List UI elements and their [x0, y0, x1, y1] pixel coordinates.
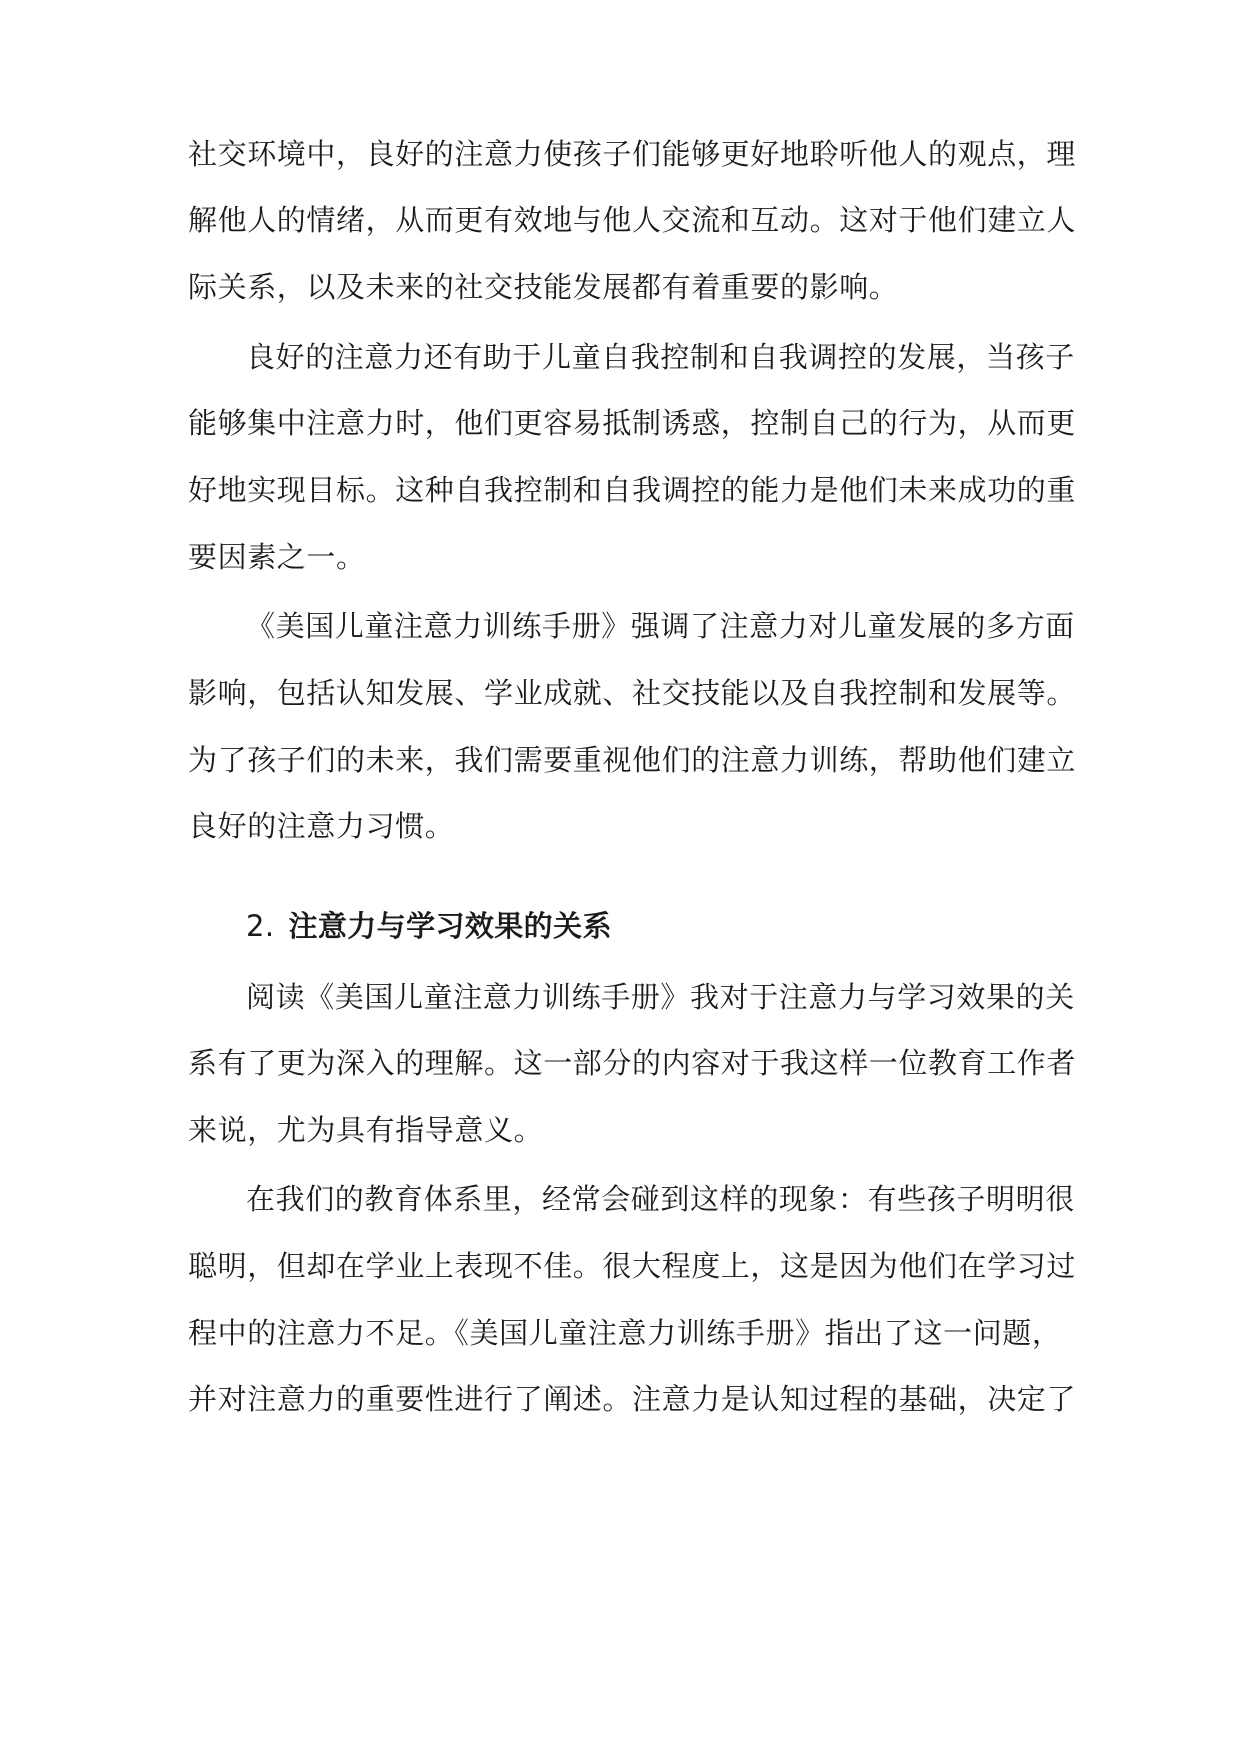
paragraph-2-line-3: 好地实现目标。这种自我控制和自我调控的能力是他们未来成功的重 [188, 473, 1077, 507]
paragraph-2-line-4: 要因素之一。 [188, 540, 366, 574]
paragraph-3-line-2: 影响，包括认知发展、学业成就、社交技能以及自我控制和发展等。 [188, 676, 1077, 710]
section-heading-number: 2. [246, 909, 275, 943]
paragraph-3-line-4: 良好的注意力习惯。 [188, 809, 455, 843]
paragraph-3-line-3: 为了孩子们的未来，我们需要重视他们的注意力训练，帮助他们建立 [188, 743, 1077, 777]
section-heading [246, 906, 1066, 946]
paragraph-1-line-3: 际关系，以及未来的社交技能发展都有着重要的影响。 [188, 270, 899, 304]
section-heading-title: 注意力与学习效果的关系 [288, 909, 612, 943]
paragraph-2-line-2: 能够集中注意力时，他们更容易抵制诱惑，控制自己的行为，从而更 [188, 406, 1077, 440]
paragraph-5-line-1: 在我们的教育体系里，经常会碰到这样的现象：有些孩子明明很 [246, 1182, 1075, 1216]
paragraph-4-line-2: 系有了更为深入的理解。这一部分的内容对于我这样一位教育工作者 [188, 1046, 1077, 1080]
paragraph-1-line-2: 解他人的情绪，从而更有效地与他人交流和互动。这对于他们建立人 [188, 203, 1077, 237]
paragraph-5-line-4: 并对注意力的重要性进行了阐述。注意力是认知过程的基础，决定了 [188, 1382, 1077, 1416]
paragraph-4-line-3: 来说，尤为具有指导意义。 [188, 1113, 544, 1147]
paragraph-5-line-2: 聪明，但却在学业上表现不佳。很大程度上，这是因为他们在学习过 [188, 1249, 1077, 1283]
paragraph-4-line-1: 阅读《美国儿童注意力训练手册》我对于注意力与学习效果的关 [246, 980, 1075, 1014]
paragraph-5-line-3: 程中的注意力不足。《美国儿童注意力训练手册》指出了这一问题， [188, 1316, 1062, 1350]
paragraph-3-line-1: 《美国儿童注意力训练手册》强调了注意力对儿童发展的多方面 [246, 609, 1075, 643]
paragraph-1-line-1: 社交环境中，良好的注意力使孩子们能够更好地聆听他人的观点，理 [188, 137, 1077, 171]
paragraph-2-line-1: 良好的注意力还有助于儿童自我控制和自我调控的发展，当孩子 [246, 340, 1075, 374]
